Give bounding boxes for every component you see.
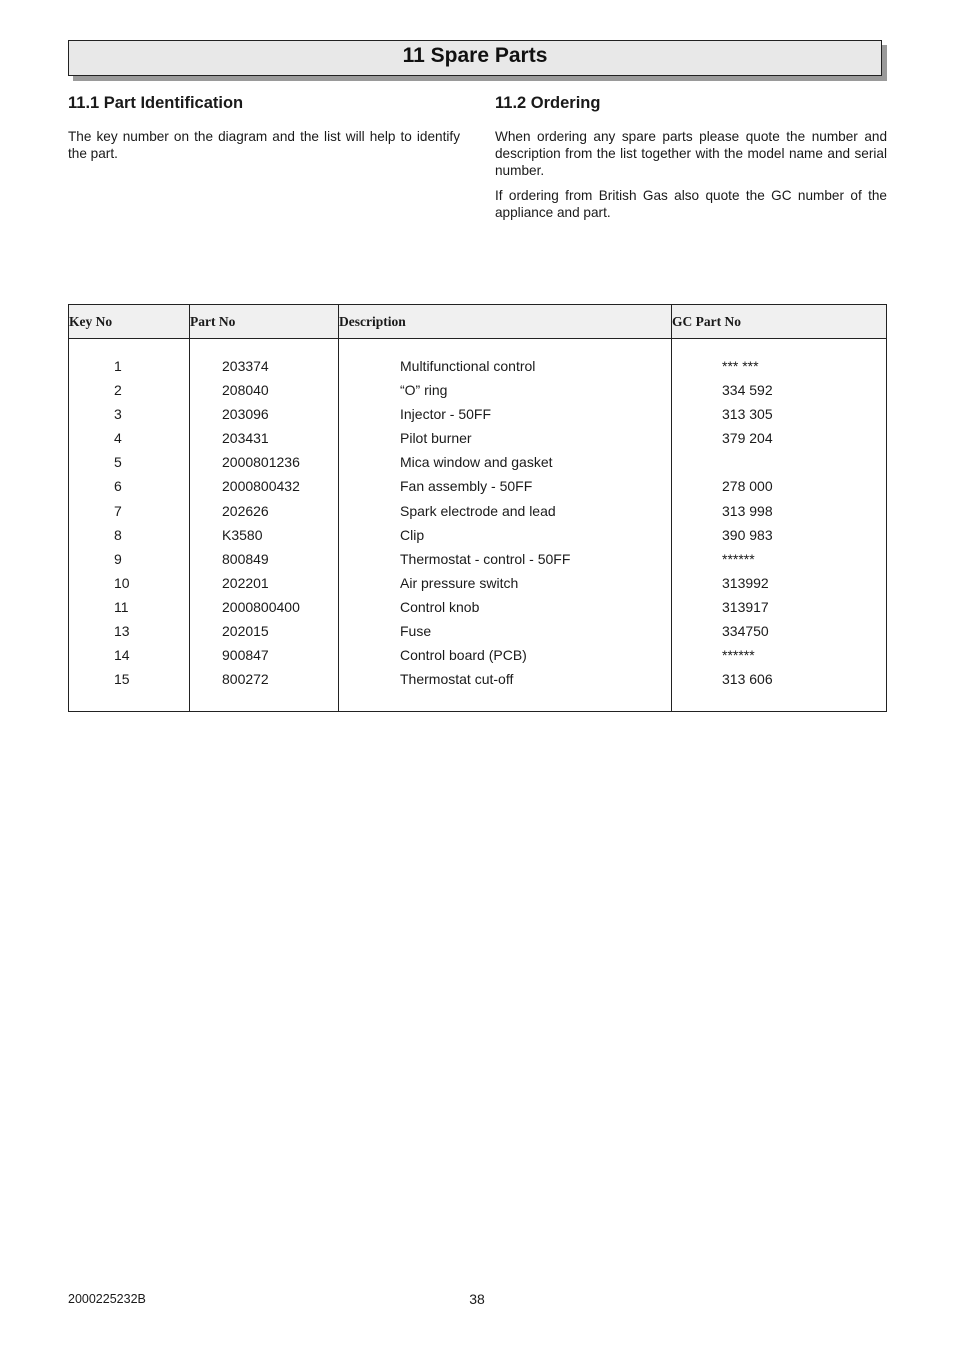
description-cell: Thermostat - control - 50FF [400, 550, 571, 567]
part-no-cell: 203431 [222, 430, 269, 447]
document-code: 2000225232B [68, 1292, 146, 1306]
gc-part-no-cell: *** *** [722, 358, 759, 374]
key-no-cell: 15 [114, 671, 130, 688]
ordering-heading: 11.2 Ordering [495, 94, 601, 112]
header-gc-part-no: GC Part No [672, 305, 887, 339]
gc-part-no-cell: 278 000 [722, 478, 773, 495]
key-no-column [69, 339, 190, 712]
gc-part-no-cell: 313 606 [722, 671, 773, 688]
ordering-text-2: If ordering from British Gas also quote the GC number of the appliance and part. [495, 188, 887, 220]
header-part-no: Part No [190, 305, 339, 339]
part-no-cell: 202201 [222, 574, 269, 591]
part-no-column [190, 339, 339, 712]
ordering-text-1: When ordering any spare parts please quote the number and description from the list together with the model name and serial number. [495, 129, 887, 178]
description-cell: Clip [400, 526, 425, 543]
part-no-cell: 2000800432 [222, 478, 300, 495]
key-no-cell: 5 [114, 454, 122, 471]
description-cell: Mica window and gasket [400, 454, 553, 471]
part-no-cell: K3580 [222, 526, 263, 543]
part-identification-heading: 11.1 Part Identification [68, 94, 244, 112]
key-no-cell: 10 [114, 574, 130, 591]
gc-part-no-cell: 313 305 [722, 406, 773, 423]
key-no-cell: 3 [114, 406, 122, 423]
header-description: Description [339, 305, 672, 339]
gc-part-no-cell: 313 998 [722, 502, 773, 519]
gc-part-no-cell [672, 454, 886, 478]
part-no-cell: 900847 [222, 647, 269, 664]
description-cell: Fuse [400, 623, 432, 640]
description-cell: Spark electrode and lead [400, 502, 556, 519]
page-title: 11 Spare Parts [402, 44, 548, 67]
part-no-cell: 208040 [222, 382, 269, 399]
gc-part-no-column [672, 339, 887, 712]
description-cell: “O” ring [400, 382, 448, 399]
description-cell: Control knob [400, 598, 480, 615]
spare-parts-table [68, 304, 887, 712]
key-no-cell: 4 [114, 430, 122, 447]
part-identification-section [68, 94, 460, 170]
part-no-cell: 2000800400 [222, 598, 300, 615]
gc-part-no-cell: 313917 [722, 598, 769, 615]
part-no-cell: 203096 [222, 406, 269, 423]
key-no-cell: 6 [114, 478, 122, 495]
part-no-cell: 202626 [222, 502, 269, 519]
key-no-cell: 11 [114, 598, 129, 615]
part-no-cell: 202015 [222, 623, 269, 640]
description-cell: Injector - 50FF [400, 406, 492, 423]
gc-part-no-cell: 334750 [722, 623, 769, 640]
table-header-row [69, 305, 887, 339]
key-no-cell: 8 [114, 526, 122, 543]
part-no-cell: 800849 [222, 550, 269, 567]
key-no-cell: 14 [114, 647, 130, 664]
key-no-cell: 1 [114, 358, 122, 374]
page-title-box [68, 40, 882, 76]
key-no-cell: 9 [114, 550, 122, 567]
part-identification-text: The key number on the diagram and the list will help to identify the part. [68, 129, 460, 161]
gc-part-no-cell: 313992 [722, 574, 769, 591]
gc-part-no-cell: 379 204 [722, 430, 773, 447]
part-no-cell: 203374 [222, 358, 269, 374]
key-no-cell: 2 [114, 382, 122, 399]
gc-part-no-cell: ****** [722, 550, 755, 567]
part-no-cell: 2000801236 [222, 454, 300, 471]
description-column [339, 339, 672, 712]
gc-part-no-cell: 334 592 [722, 382, 773, 399]
table-body-row [69, 339, 887, 712]
gc-part-no-cell: ****** [722, 647, 755, 664]
key-no-cell: 7 [114, 502, 122, 519]
ordering-section [495, 94, 887, 229]
description-cell: Thermostat cut-off [400, 671, 514, 688]
header-key-no: Key No [69, 305, 190, 339]
key-no-cell: 13 [114, 623, 130, 640]
gc-part-no-cell: 390 983 [722, 526, 773, 543]
part-no-cell: 800272 [222, 671, 269, 688]
description-cell: Air pressure switch [400, 574, 519, 591]
description-cell: Fan assembly - 50FF [400, 478, 533, 495]
description-cell: Multifunctional control [400, 358, 536, 374]
description-cell: Control board (PCB) [400, 647, 527, 664]
description-cell: Pilot burner [400, 430, 472, 447]
page-number: 38 [469, 1291, 485, 1307]
